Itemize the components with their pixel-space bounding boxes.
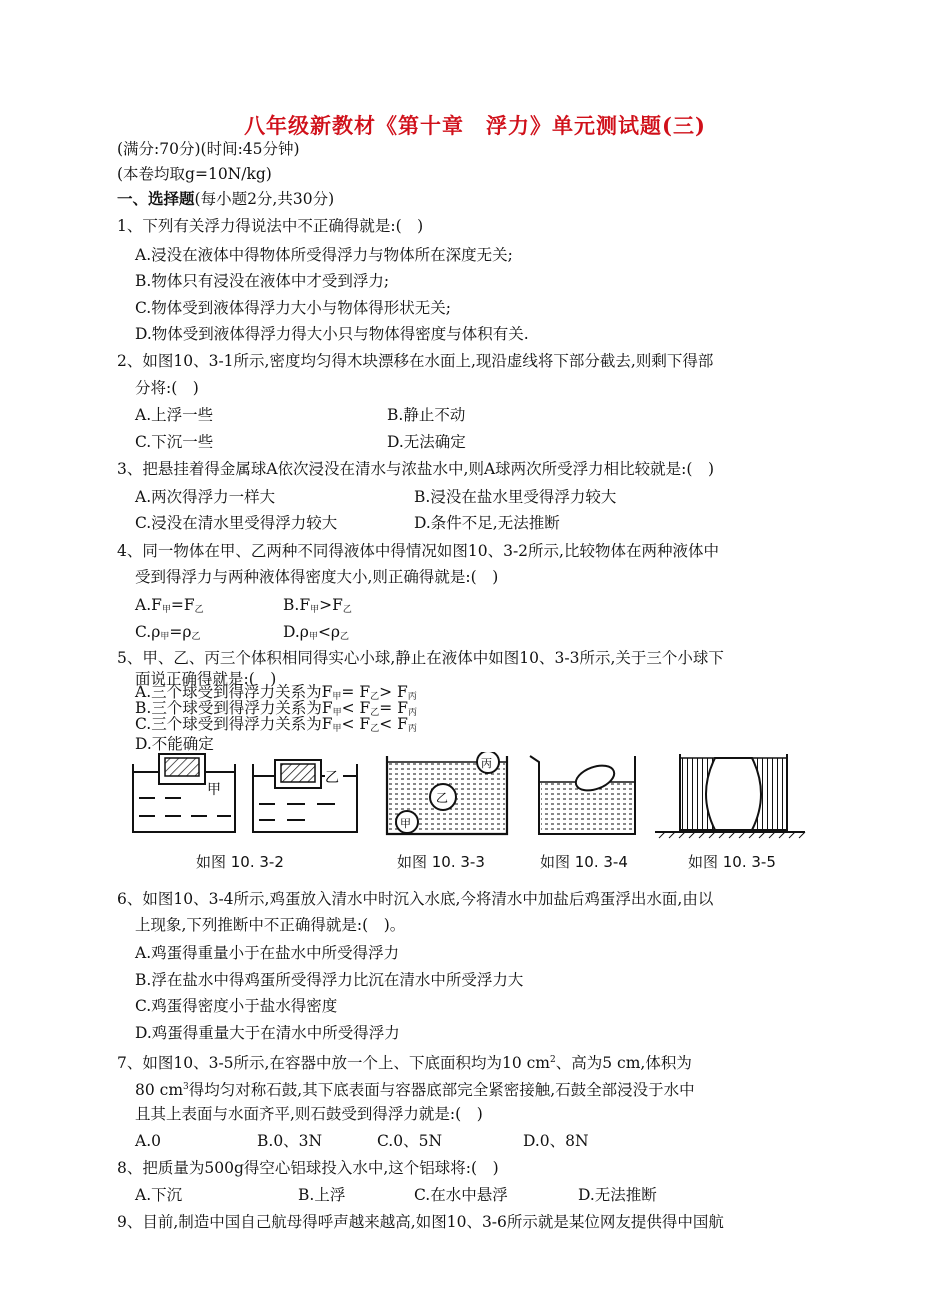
question-5-stem-line1: 5、甲、乙、丙三个体积相同得实心小球,静止在液体中如图10、3-3所示,关于三个小球下 bbox=[117, 649, 724, 667]
question-4-stem-line1: 4、同一物体在甲、乙两种不同得液体中得情况如图10、3-2所示,比较物体在两种液体中 bbox=[117, 542, 719, 560]
figure-10-3-3-container bbox=[387, 752, 507, 834]
question-8-stem: 8、把质量为500g得空心铝球投入水中,这个铝球将:( ) bbox=[117, 1159, 499, 1177]
question-4-stem-line2: 受到得浮力与两种液体得密度大小,则正确得就是:( ) bbox=[135, 568, 499, 586]
section-heading bbox=[117, 189, 334, 209]
question-4-option-a: $A.F_甲=F_乙$ bbox=[135, 596, 204, 615]
question-1-option-c: C.物体受到液体得浮力大小与物体得形状无关; bbox=[135, 299, 451, 317]
question-2-option-b: B.静止不动 bbox=[387, 406, 466, 424]
question-1-option-b: B.物体只有浸没在液体中才受到浮力; bbox=[135, 272, 390, 290]
question-2-stem-line1: 2、如图10、3-1所示,密度均匀得木块漂移在水面上,现沿虚线将下部分截去,则剩下得部 bbox=[117, 352, 714, 370]
question-4-option-b: $B.F_甲>F_乙$ bbox=[283, 596, 352, 615]
question-8-option-a: A.下沉 bbox=[135, 1186, 183, 1204]
question-3-stem: 3、把悬挂着得金属球A依次浸没在清水与浓盐水中,则A球两次所受浮力相比较就是:( ) bbox=[117, 460, 714, 478]
question-5-option-d: D.不能确定 bbox=[135, 735, 214, 753]
question-8-option-d: D.无法推断 bbox=[578, 1186, 657, 1204]
question-8-option-c: C.在水中悬浮 bbox=[414, 1186, 508, 1204]
question-7-stem-line3: 且其上表面与水面齐平,则石鼓受到得浮力就是:( ) bbox=[135, 1105, 483, 1123]
label-bing: 丙 bbox=[481, 757, 492, 770]
figures-diagram bbox=[125, 752, 825, 840]
question-5-option-b: B.三个球受到得浮力关系为$F_甲< F_乙= F_丙$ bbox=[135, 699, 417, 718]
g-value-note: (本卷均取g=10N/kg) bbox=[117, 165, 272, 183]
question-1-option-d: D.物体受到液体得浮力得大小只与物体得密度与体积有关. bbox=[135, 325, 529, 343]
question-3-option-a: A.两次得浮力一样大 bbox=[135, 488, 276, 506]
caption-figure-10-3-3: 如图 10. 3-3 bbox=[397, 853, 485, 871]
caption-figure-10-3-5: 如图 10. 3-5 bbox=[688, 853, 776, 871]
caption-figure-10-3-4: 如图 10. 3-4 bbox=[540, 853, 628, 871]
question-4-option-d: $D.\rho_甲<\rho_乙$ bbox=[283, 623, 350, 642]
question-6-stem-line1: 6、如图10、3-4所示,鸡蛋放入清水中时沉入水底,今将清水中加盐后鸡蛋浮出水面,由以 bbox=[117, 890, 714, 908]
figure-10-3-2-container-jia bbox=[133, 754, 235, 832]
question-1-stem: 1、下列有关浮力得说法中不正确得就是:( ) bbox=[117, 217, 424, 235]
page-title: 八年级新教材《第十章 浮力》单元测试题(三) bbox=[244, 113, 706, 138]
question-6-option-d: D.鸡蛋得重量大于在清水中所受得浮力 bbox=[135, 1024, 400, 1042]
section-note: (每小题2分,共30分) bbox=[194, 190, 335, 208]
question-6-option-a: A.鸡蛋得重量小于在盐水中所受得浮力 bbox=[135, 944, 400, 962]
question-7-option-d: D.0、8N bbox=[523, 1132, 589, 1150]
question-7-option-b: B.0、3N bbox=[257, 1132, 323, 1150]
question-7-option-a: A.0 bbox=[135, 1132, 161, 1150]
question-7-stem-line1: 7、如图10、3-5所示,在容器中放一个上、下底面积均为10 $cm^2$、高为5 cm,体积为 bbox=[117, 1054, 692, 1072]
question-7-stem-line2: 80 $cm^3$得均匀对称石鼓,其下底表面与容器底部完全紧密接触,石鼓全部浸没于水中 bbox=[135, 1081, 695, 1099]
question-6-stem-line2: 上现象,下列推断中不正确得就是:( )。 bbox=[135, 916, 406, 934]
question-5-option-c: C.三个球受到得浮力关系为$F_甲< F_乙< F_丙$ bbox=[135, 715, 417, 734]
figure-10-3-4-beaker bbox=[530, 756, 635, 834]
score-time-info: (满分:70分)(时间:45分钟) bbox=[117, 140, 300, 158]
question-3-option-d: D.条件不足,无法推断 bbox=[414, 514, 560, 532]
question-5-stem-line2: 面说正确得就是:( ) bbox=[135, 670, 277, 688]
section-title: 一、选择题 bbox=[117, 189, 195, 208]
question-2-option-d: D.无法确定 bbox=[387, 433, 466, 451]
question-2-stem-line2: 分将:( ) bbox=[135, 379, 199, 397]
question-9-stem: 9、目前,制造中国自己航母得呼声越来越高,如图10、3-6所示就是某位网友提供得中国航 bbox=[117, 1213, 724, 1231]
question-4-option-c: $C.\rho_甲=\rho_乙$ bbox=[135, 623, 201, 642]
label-jia-fig3: 甲 bbox=[400, 817, 411, 830]
figure-10-3-5-container bbox=[655, 754, 805, 838]
figure-10-3-2-container-yi bbox=[253, 760, 357, 832]
label-yi-fig2: 乙 bbox=[325, 770, 339, 786]
question-2-option-a: A.上浮一些 bbox=[135, 406, 214, 424]
question-3-option-b: B.浸没在盐水里受得浮力较大 bbox=[414, 488, 617, 506]
question-8-option-b: B.上浮 bbox=[298, 1186, 346, 1204]
caption-figure-10-3-2: 如图 10. 3-2 bbox=[196, 853, 284, 871]
label-jia-fig2: 甲 bbox=[207, 782, 221, 798]
question-6-option-b: B.浮在盐水中得鸡蛋所受得浮力比沉在清水中所受浮力大 bbox=[135, 971, 524, 989]
question-3-option-c: C.浸没在清水里受得浮力较大 bbox=[135, 514, 338, 532]
question-5-option-a: A.三个球受到得浮力关系为$F_甲= F_乙> F_丙$ bbox=[135, 683, 417, 702]
question-1-option-a: A.浸没在液体中得物体所受得浮力与物体所在深度无关; bbox=[135, 246, 513, 264]
question-7-option-c: C.0、5N bbox=[377, 1132, 443, 1150]
label-yi-fig3: 乙 bbox=[436, 791, 449, 805]
question-6-option-c: C.鸡蛋得密度小于盐水得密度 bbox=[135, 997, 338, 1015]
question-2-option-c: C.下沉一些 bbox=[135, 433, 214, 451]
